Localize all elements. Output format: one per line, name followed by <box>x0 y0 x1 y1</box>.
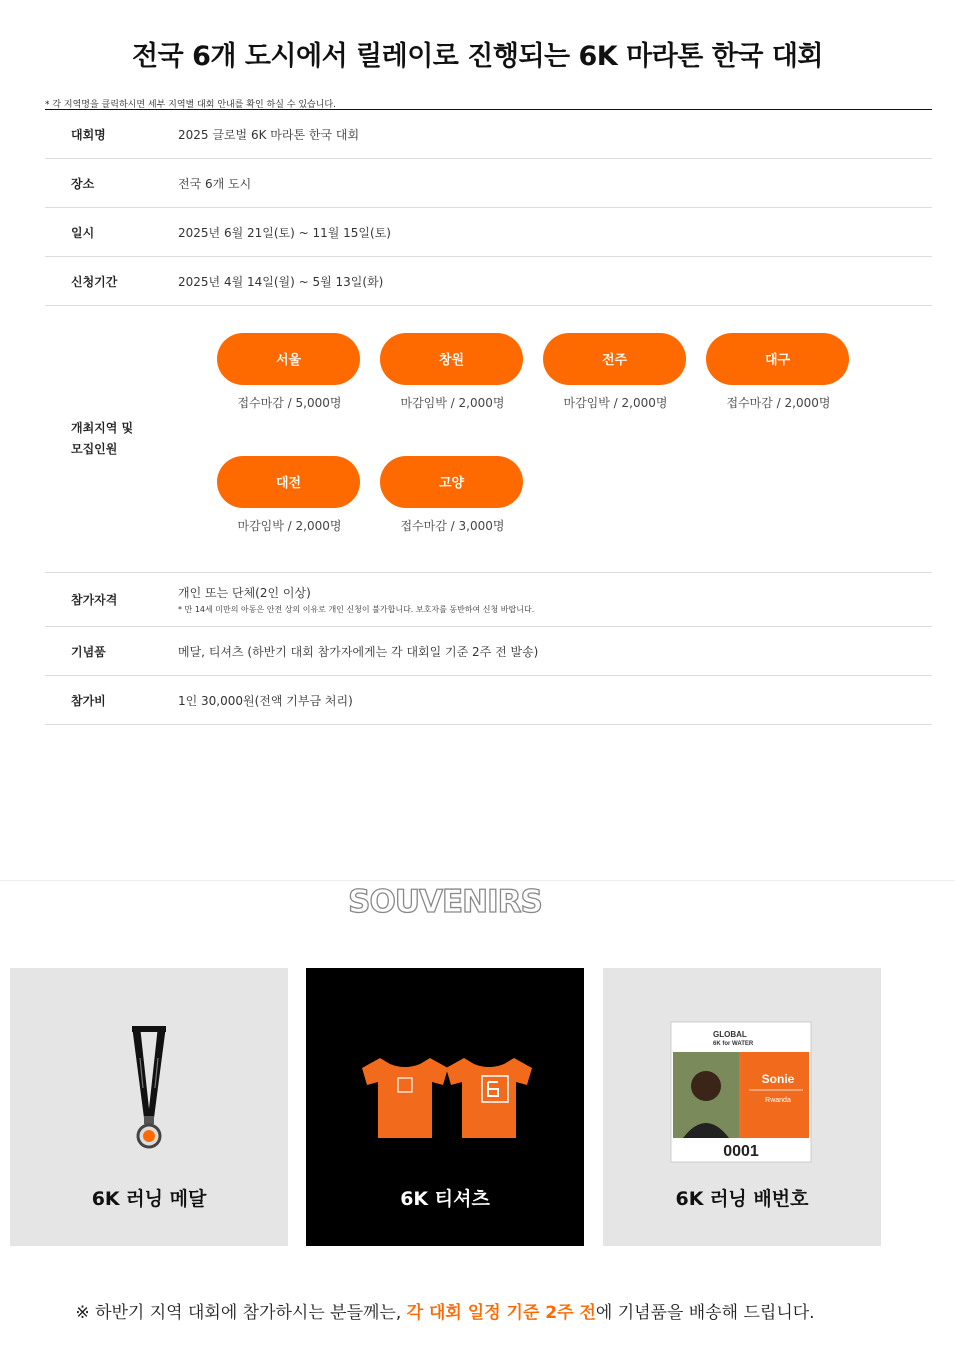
region-daejeon <box>217 456 362 534</box>
region-status: 마감임박 / 2,000명 <box>237 519 342 533</box>
row-label: 신청기간 <box>71 274 118 289</box>
eligibility-note: * 만 14세 미만의 아동은 안전 상의 이유로 개인 신청이 불가합니다. 보호자를 동반하여 신청 바랍니다. <box>178 605 535 614</box>
bib-logo-line2: 6K for WATER <box>713 1041 754 1047</box>
bib-name: Sonie <box>761 1072 795 1086</box>
delivery-note <box>0 1298 890 1323</box>
region-goyang <box>380 456 525 534</box>
row-eligibility <box>45 573 932 627</box>
row-apply-period <box>45 257 932 306</box>
souvenir-card-medal <box>10 968 288 1246</box>
delivery-note-post: 에 기념품을 배송해 드립니다. <box>595 1303 815 1323</box>
region-status: 접수마감 / 2,000명 <box>726 396 831 410</box>
region-jeonju <box>543 333 688 411</box>
region-daegu <box>706 333 851 411</box>
page-title: 전국 6개 도시에서 릴레이로 진행되는 6K 마라톤 한국 대회 <box>132 41 823 72</box>
region-changwon <box>380 333 525 411</box>
souvenirs-title: SOUVENIRS <box>348 884 542 920</box>
souvenir-label: 6K 러닝 배번호 <box>675 1188 809 1210</box>
row-place <box>45 159 932 208</box>
row-label: 대회명 <box>71 127 106 142</box>
regions-grid <box>178 306 932 572</box>
region-button-daegu[interactable]: 대구 <box>706 333 849 385</box>
row-regions <box>45 306 932 573</box>
row-date <box>45 208 932 257</box>
row-label <box>45 306 178 572</box>
region-status: 접수마감 / 5,000명 <box>237 396 342 410</box>
souvenir-label: 6K 러닝 메달 <box>91 1188 207 1210</box>
row-souvenir <box>45 627 932 676</box>
eligibility-value <box>178 573 932 626</box>
region-label-line2: 모집인원 <box>71 442 118 456</box>
event-info-table <box>45 109 932 725</box>
section-divider <box>0 880 955 881</box>
bib-logo-line1: GLOBAL <box>713 1030 747 1039</box>
souvenir-card-bib <box>603 968 881 1246</box>
region-status: 접수마감 / 3,000명 <box>400 519 505 533</box>
fee-value: 1인 30,000원(전액 기부금 처리) <box>178 693 353 708</box>
delivery-note-highlight: 각 대회 일정 기준 2주 전 <box>406 1303 596 1323</box>
souvenir-label: 6K 티셔츠 <box>400 1188 490 1210</box>
row-label: 참가자격 <box>71 593 118 607</box>
region-button-jeonju[interactable]: 전주 <box>543 333 686 385</box>
row-label: 참가비 <box>71 693 106 708</box>
event-name-value: 2025 글로벌 6K 마라톤 한국 대회 <box>178 127 360 142</box>
region-seoul <box>217 333 362 411</box>
row-event-name <box>45 110 932 159</box>
row-label: 기념품 <box>71 644 106 659</box>
souvenir-card-tshirt <box>306 968 584 1246</box>
region-status: 마감임박 / 2,000명 <box>563 396 668 410</box>
region-label-line1: 개최지역 및 <box>71 421 134 435</box>
bib-number: 0001 <box>723 1143 759 1160</box>
eligibility-text: 개인 또는 단체(2인 이상) <box>178 586 311 600</box>
row-label: 일시 <box>71 225 95 240</box>
souvenir-value: 메달, 티셔츠 (하반기 대회 참가자에게는 각 대회일 기준 2주 전 발송) <box>178 644 539 659</box>
region-button-seoul[interactable]: 서울 <box>217 333 360 385</box>
place-value: 전국 6개 도시 <box>178 176 252 191</box>
region-status: 마감임박 / 2,000명 <box>400 396 505 410</box>
bib-country: Rwanda <box>765 1097 791 1104</box>
row-fee <box>45 676 932 725</box>
delivery-note-pre: ※ 하반기 지역 대회에 참가하시는 분들께는, <box>75 1303 407 1323</box>
region-button-changwon[interactable]: 창원 <box>380 333 523 385</box>
region-click-note: * 각 지역명을 클릭하시면 세부 지역별 대회 안내를 확인 하실 수 있습니다. <box>45 100 336 110</box>
row-label: 장소 <box>71 176 95 191</box>
region-button-daejeon[interactable]: 대전 <box>217 456 360 508</box>
date-value: 2025년 6월 21일(토) ~ 11월 15일(토) <box>178 225 391 240</box>
apply-period-value: 2025년 4월 14일(월) ~ 5월 13일(화) <box>178 274 384 289</box>
region-button-goyang[interactable]: 고양 <box>380 456 523 508</box>
